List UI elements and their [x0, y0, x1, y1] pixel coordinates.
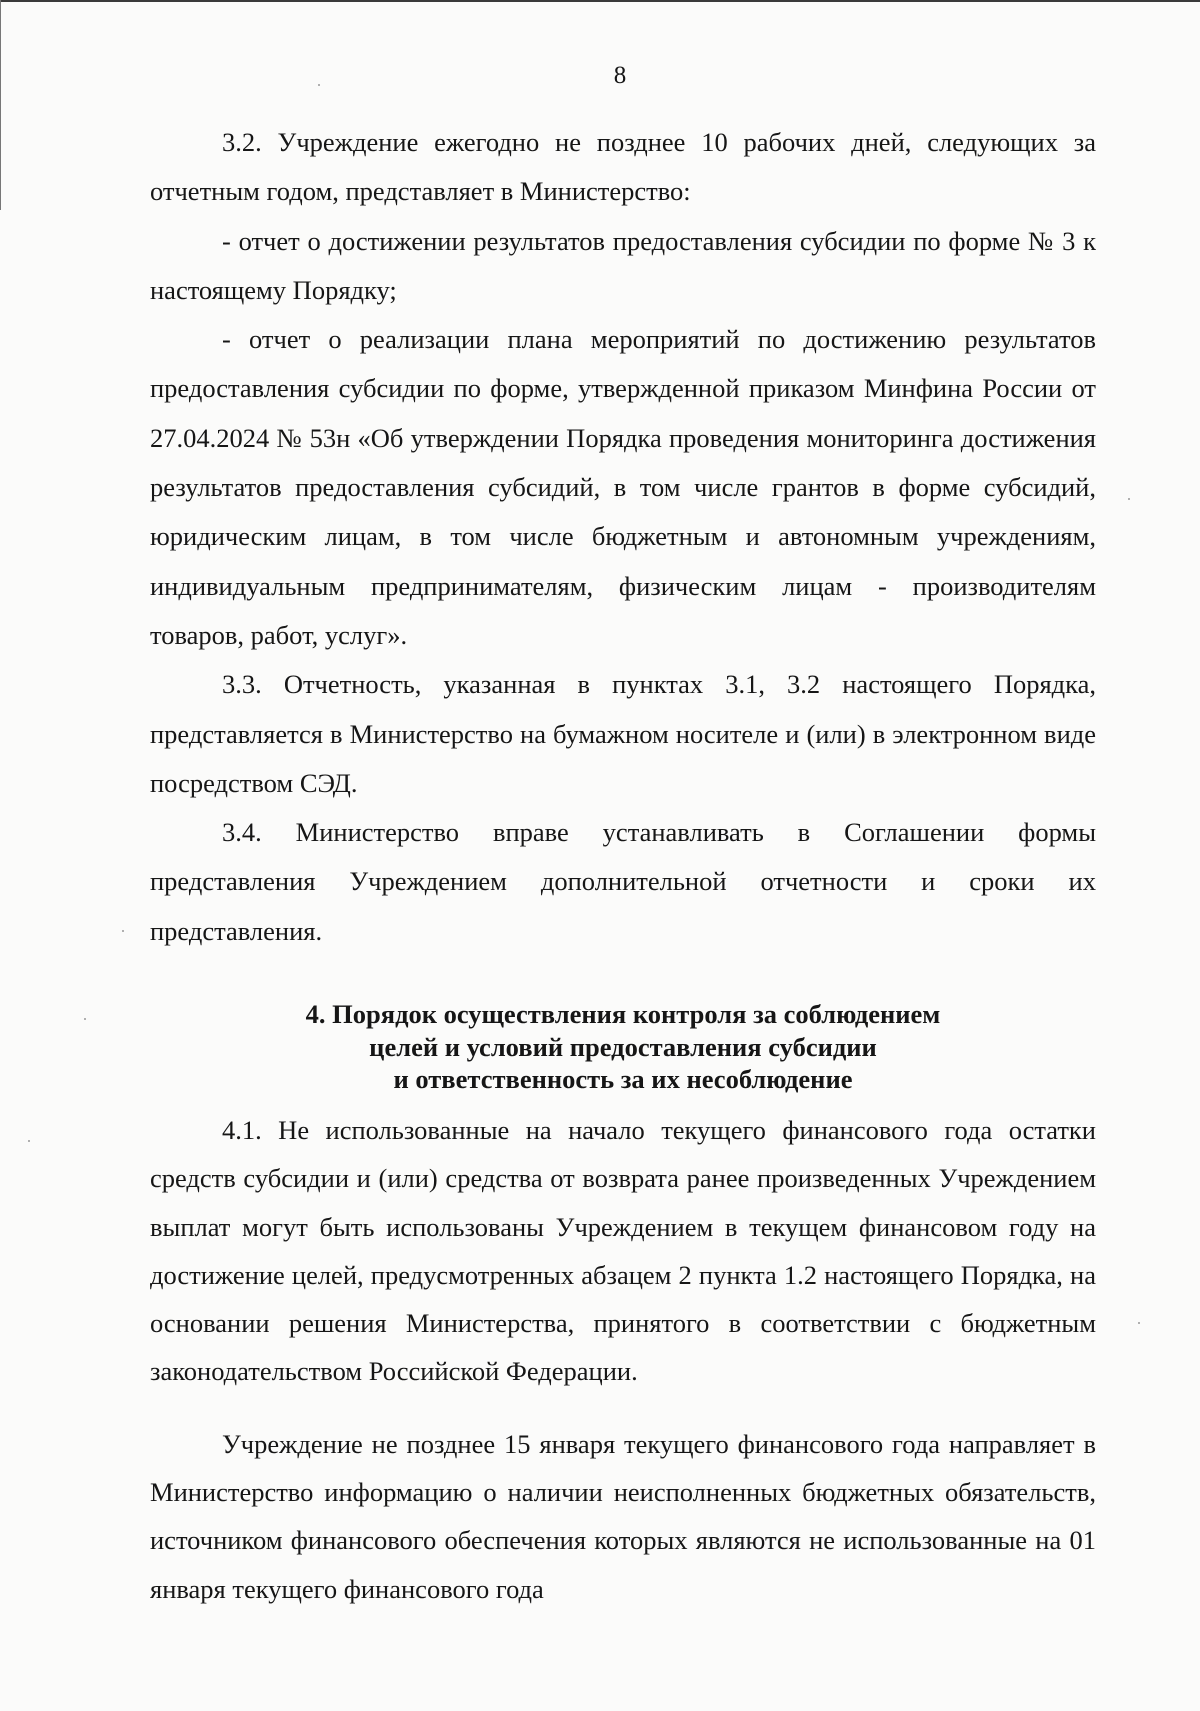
section-heading: [150, 998, 1096, 1096]
paragraph-3-3: 3.3. Отчетность, указанная в пунктах 3.1, 3.2 настоящего Порядка, представляется в Министерство на бумажном носителе и (или) в электронном виде посредством СЭД.: [150, 669, 1096, 798]
body-text-bottom: [150, 1106, 1096, 1613]
scan-speck: [1138, 1322, 1140, 1324]
scan-left-edge: [0, 0, 1, 210]
paragraph-report-results: - отчет о достижении результатов предоставления субсидии по форме № 3 к настоящему Порядку;: [150, 225, 1096, 305]
section-heading-line: целей и условий предоставления субсидии: [369, 1031, 877, 1062]
scan-speck: [122, 930, 124, 932]
paragraph-3-4: 3.4. Министерство вправе устанавливать в Соглашении формы представления Учреждением дополнительной отчетности и сроки их представления.: [150, 817, 1096, 946]
page-number: 8: [613, 62, 627, 89]
section-heading-line: и ответственность за их несоблюдение: [393, 1064, 853, 1094]
paragraph-report-plan: - отчет о реализации плана мероприятий по достижению результатов предоставления субсидии по форме, утвержденной приказом Минфина России от 27.04.2024 № 53н «Об утверждении Порядка проведения мониторинга достижения результатов предоставления субсидий, в том числе грантов в форме субсидий, юридическим лицам, в том числе бюджетным и автономным учреждениям, индивидуальным предпринимателям, физическим лицам - производителям товаров, работ, услуг».: [150, 324, 1096, 650]
body-text-top: [150, 118, 1096, 956]
scan-top-edge: [0, 0, 1200, 2]
scan-speck: [1128, 498, 1130, 500]
paragraph-4-1: 4.1. Не использованные на начало текущего финансового года остатки средств субсидии и (или) средства от возврата ранее произведенных Учреждением выплат могут быть использованы Учреждением в текущем финансовом году на достижение целей, предусмотренных абзацем 2 пункта 1.2 настоящего Порядка, на основании решения Министерства, принятого в соответствии с бюджетным законодательством Российской Федерации.: [150, 1115, 1096, 1387]
section-heading-line: 4. Порядок осуществления контроля за соблюдением: [305, 999, 941, 1029]
paragraph-3-2: 3.2. Учреждение ежегодно не позднее 10 рабочих дней, следующих за отчетным годом, представляет в Министерство:: [150, 127, 1096, 207]
scan-speck: [318, 84, 320, 86]
paragraph-institution-notice: Учреждение не позднее 15 января текущего финансового года направляет в Министерство информацию о наличии неисполненных бюджетных обязательств, источником финансового обеспечения которых являются не использованные на 01 января текущего финансового года: [150, 1428, 1096, 1604]
scan-speck: [28, 1140, 30, 1142]
scan-speck: [84, 1018, 86, 1020]
